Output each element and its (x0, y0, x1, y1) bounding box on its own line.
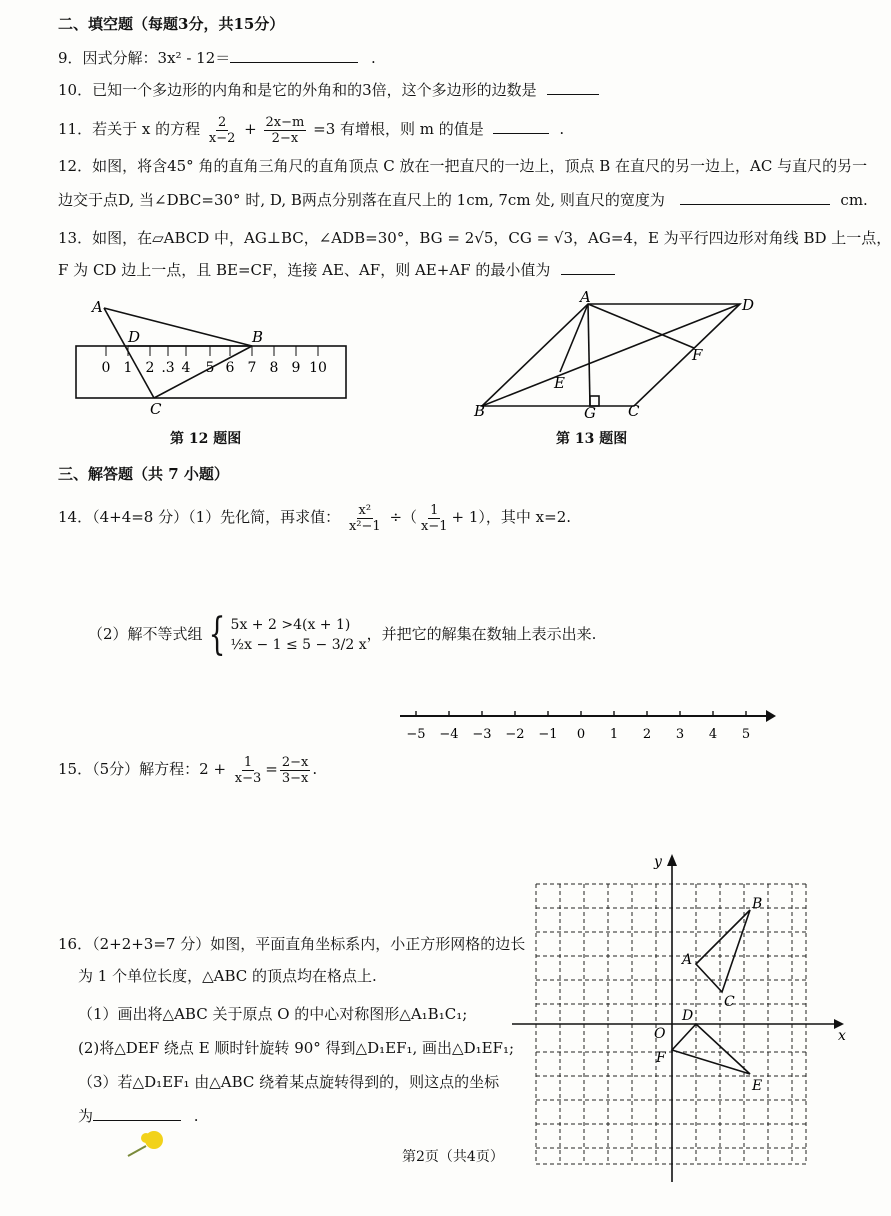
axis-tick-4: 4 (708, 727, 718, 742)
axis-tick--4: −4 (439, 727, 459, 742)
ruler-tick-8: 8 (269, 360, 279, 376)
question-14-part-2-pre: （2）解不等式组 (88, 625, 203, 643)
axis-tick-5: 5 (741, 727, 751, 742)
q15-fraction-1: $\frac{1}{x-3}$ (234, 754, 262, 786)
question-16-end: . (193, 1107, 199, 1125)
question-10 (58, 80, 599, 100)
q11-fraction-2: $\frac{2x-m}{2-x}$ (265, 114, 305, 146)
figure-12-caption: 第 12 题图 (170, 431, 242, 447)
ruler-tick-0: 0 (101, 360, 111, 376)
label-a: A (580, 288, 591, 306)
label-g: G (584, 404, 596, 422)
figure-13 (470, 290, 760, 422)
x-axis-label: x (838, 1028, 846, 1044)
q14-fraction-2: $\frac{1}{x-1}$ (421, 502, 448, 534)
question-16-line-1: 16．（2+2+3=7 分）如图，平面直角坐标系内，小正方形网格的边长 (58, 935, 526, 953)
question-14-pre: 14．（4+4=8 分）（1）先化简，再求值： (58, 508, 341, 526)
question-13-line-1: 13．如图，在▱ABCD 中，AG⊥BC，∠ADB=30°，BG = 2√5，CG = √3，AG=4，E 为平行四边形对角线 BD 上一点， (58, 229, 891, 247)
axis-tick--1: −1 (538, 727, 558, 742)
section-2-title: 二、填空题（每题3分，共15分） (58, 15, 285, 33)
question-16-line-4: (2)将△DEF 绕点 E 顺时针旋转 90° 得到△D₁EF₁, 画出△D₁EF₁; (78, 1039, 515, 1057)
ruler-tick-1: 1 (123, 360, 133, 376)
ruler-tick-10: 10 (309, 360, 327, 376)
label-a: A (92, 298, 103, 316)
question-16-line-3: （1）画出将△ABC 关于原点 O 的中心对称图形△A₁B₁C₁; (78, 1005, 468, 1023)
label-a: A (682, 952, 693, 968)
q15-equals: = (265, 760, 278, 778)
q14-divide: ÷（ (389, 508, 418, 526)
inequality-system (231, 615, 367, 655)
axis-tick--3: −3 (472, 727, 492, 742)
question-15-end: . (312, 760, 318, 778)
number-line[interactable] (394, 702, 778, 744)
triangle-def (672, 1024, 750, 1074)
q11-fraction-1: $\frac{2}{x-2}$ (208, 114, 236, 146)
ruler-tick-9: 9 (291, 360, 301, 376)
question-11-pre: 11．若关于 x 的方程 (58, 120, 201, 138)
question-16-line-6-text: 为 (78, 1107, 94, 1125)
label-b: B (474, 402, 486, 420)
axes (512, 864, 834, 1182)
question-15-pre: 15．（5分）解方程：2 + (58, 760, 227, 778)
question-14-part-2 (88, 609, 597, 660)
label-c: C (628, 402, 640, 420)
question-11-post: =3 有增根，则 m 的值是 (313, 120, 484, 138)
axis-tick-2: 2 (642, 727, 652, 742)
section-3-title: 三、解答题（共 7 小题） (58, 465, 229, 483)
question-13-line-2-text: F 为 CD 边上一点，且 BE=CF，连接 AE、AF，则 AE+AF 的最小值为 (58, 261, 551, 279)
question-12-line-2 (58, 190, 868, 210)
ruler-tick-6: 6 (225, 360, 235, 376)
ruler-tick-4: 4 (181, 360, 191, 376)
question-14-part-2-post: ，并把它的解集在数轴上表示出来. (366, 625, 597, 643)
question-12-line-1: 12．如图，将含45° 角的直角三角尺的直角顶点 C 放在一把直尺的一边上，顶点 B 在直尺的另一边上，AC 与直尺的另一 (58, 157, 868, 175)
ruler-tick-3: .3 (161, 360, 175, 376)
question-9 (58, 48, 376, 68)
label-c: C (150, 400, 162, 418)
inequality-2: ½x − 1 ≤ 5 − 3/2 x (230, 637, 367, 653)
y-axis-arrow-icon (667, 854, 677, 866)
question-16-line-2: 为 1 个单位长度，△ABC 的顶点均在格点上. (78, 967, 377, 985)
question-11 (58, 112, 564, 146)
ruler-tick-2: 2 (145, 360, 155, 376)
question-15 (58, 752, 317, 786)
label-d: D (682, 1008, 694, 1024)
label-e: E (752, 1078, 763, 1094)
coordinate-grid-figure (508, 848, 850, 1188)
question-16-line-5: （3）若△D₁EF₁ 由△ABC 绕着某点旋转得到的，则这点的坐标 (78, 1073, 500, 1091)
label-c: C (724, 994, 735, 1010)
axis-tick--2: −2 (505, 727, 525, 742)
label-e: E (554, 374, 565, 392)
origin-label: O (654, 1026, 666, 1042)
question-13-line-2 (58, 260, 615, 280)
ruler-ticks (106, 346, 318, 356)
q11-plus: + (244, 120, 257, 138)
label-d: D (742, 296, 755, 314)
question-14-post: + 1），其中 x=2. (451, 508, 572, 526)
ruler-tick-5: 5 (205, 360, 215, 376)
figure-13-caption: 第 13 题图 (556, 431, 628, 447)
y-axis-label: y (654, 854, 662, 870)
label-f: F (692, 346, 703, 364)
page-footer: 第2页（共4页） (402, 1149, 504, 1165)
axis-tick-1: 1 (609, 727, 619, 742)
answer-blank-13[interactable] (561, 260, 615, 275)
q15-fraction-2: $\frac{2-x}{3-x}$ (281, 754, 309, 786)
answer-blank-10[interactable] (547, 80, 599, 95)
question-10-text: 10．已知一个多边形的内角和是它的外角和的3倍，这个多边形的边数是 (58, 81, 537, 99)
inequality-1: 5x + 2 >4(x + 1) (230, 617, 351, 633)
q14-fraction-1: $\frac{\text{x²}}{\text{x²−1}}$ (348, 502, 381, 534)
answer-blank-11[interactable] (493, 119, 549, 134)
question-11-end: . (559, 120, 565, 138)
arrow-right-icon (766, 710, 776, 722)
answer-blank-16[interactable] (93, 1106, 181, 1121)
ruler-tick-7: 7 (247, 360, 257, 376)
axis-tick-0: 0 (576, 727, 586, 742)
label-b: B (252, 328, 264, 346)
axis-tick--5: −5 (406, 727, 426, 742)
answer-blank-12[interactable] (680, 190, 830, 205)
question-12-unit: cm. (840, 191, 868, 209)
label-d: D (128, 328, 141, 346)
axis-tick-3: 3 (675, 727, 685, 742)
question-12-line-2-text: 边交于点D, 当∠DBC=30° 时, D, B两点分别落在直尺上的 1cm, 7cm 处, 则直尺的宽度为 (58, 191, 665, 209)
system-brace: { (208, 609, 225, 660)
label-f: F (656, 1050, 666, 1066)
flower-doodle-icon (124, 1126, 172, 1162)
question-9-text: 9．因式分解：3x² - 12＝ (58, 49, 231, 67)
question-9-end: . (371, 49, 376, 67)
question-16-line-6 (78, 1106, 199, 1126)
answer-blank-9[interactable] (230, 48, 358, 63)
figure-12 (70, 296, 360, 422)
label-b: B (752, 896, 763, 912)
question-14-part-1 (58, 500, 571, 534)
